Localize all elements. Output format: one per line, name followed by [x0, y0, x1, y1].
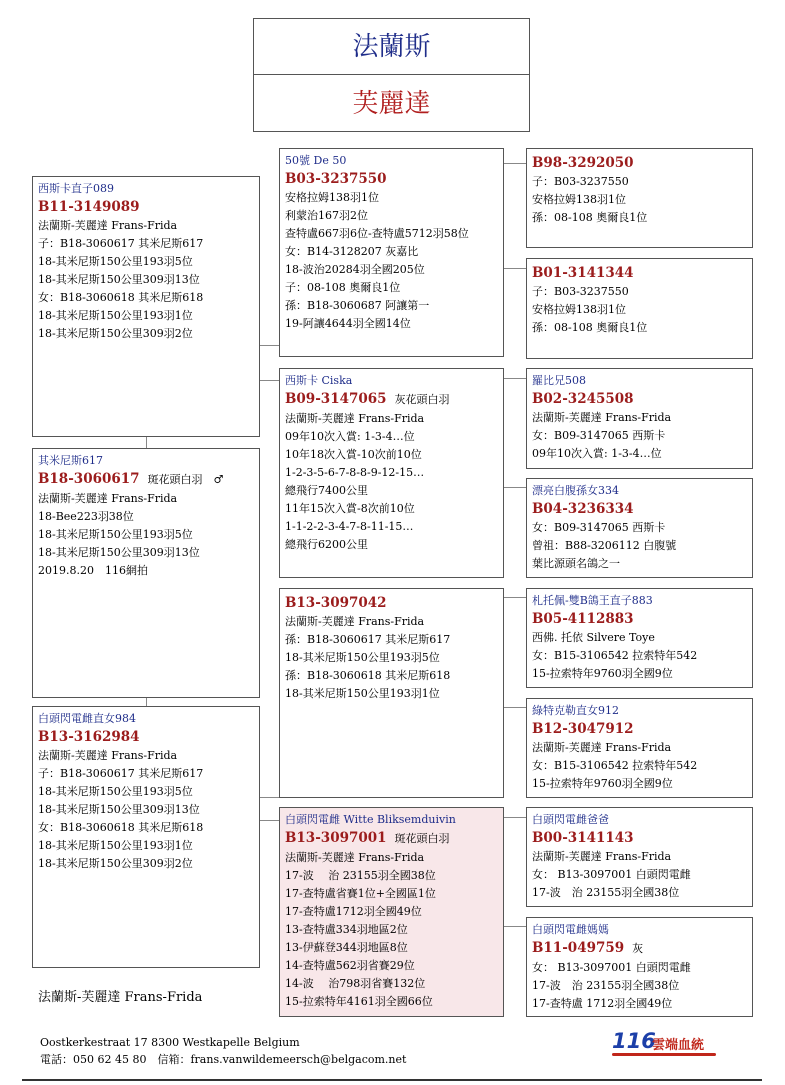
pedigree-detail-line: 子：B03-3237550 — [532, 175, 629, 188]
pigeon-name: 羅比兄508 — [532, 374, 586, 387]
pedigree-detail-line: 查特盧667羽6位-查特盧5712羽58位 — [285, 227, 469, 240]
ring-number — [285, 593, 498, 613]
logo-swoosh — [612, 1053, 716, 1056]
pedigree-detail-line: 17-波 治 23155羽全國38位 — [532, 886, 680, 899]
pedigree-detail-line: 女：B18-3060618 其米尼斯618 — [38, 291, 204, 304]
ring-number — [532, 499, 747, 519]
contact-line: 電話：050 62 45 80 信箱：frans.vanwildemeersch@belgacom.net — [40, 1053, 407, 1066]
pedigree-box-dam-sire — [279, 588, 504, 798]
ring-number-text: B04-3236334 — [532, 501, 634, 517]
ring-number — [38, 197, 254, 217]
pedigree-detail-line: 17-波 治 23155羽全國38位 — [285, 869, 436, 882]
connector-line — [260, 797, 280, 798]
pigeon-name: 其米尼斯617 — [38, 454, 103, 467]
pedigree-detail-line: 1-2-3-5-6-7-8-8-9-12-15… — [285, 466, 425, 479]
pedigree-detail-line: 17-查特盧1712羽全國49位 — [285, 905, 422, 918]
pedigree-detail-line: 法蘭斯-芙麗達 Frans-Frida — [38, 219, 178, 232]
connector-line — [504, 817, 526, 818]
pedigree-box-sire-sire — [279, 148, 504, 357]
pigeon-name: 白頭閃電雌直女984 — [38, 712, 136, 725]
pedigree-box-subject — [32, 448, 260, 698]
pedigree-detail-line: 17-查特盧省賽1位+全國區1位 — [285, 887, 436, 900]
ring-number-text: B00-3141143 — [532, 830, 634, 846]
ring-number — [532, 719, 747, 739]
pedigree-detail-line: 孫：B18-3060687 阿讓第一 — [285, 299, 430, 312]
pedigree-detail-line: 安格拉姆138羽1位 — [532, 303, 626, 316]
pedigree-detail-line: 18-其米尼斯150公里193羽5位 — [38, 255, 193, 268]
pigeon-name: 50號 De 50 — [285, 154, 347, 167]
pedigree-box-ds-dam — [526, 698, 753, 798]
color-description: 斑花頭白羽 ♂ — [147, 473, 224, 486]
ring-number — [532, 828, 747, 848]
color-description: 灰花頭白羽 — [394, 393, 450, 406]
pedigree-detail-line: 子：B18-3060617 其米尼斯617 — [38, 767, 204, 780]
pedigree-detail-line: 女：B14-3128207 灰嘉比 — [285, 245, 419, 258]
pedigree-detail-line: 18-其米尼斯150公里309羽13位 — [38, 803, 200, 816]
pedigree-detail-line: 女：B09-3147065 西斯卡 — [532, 521, 666, 534]
pedigree-detail-line: 子：08-108 奧爾良1位 — [285, 281, 401, 294]
pedigree-detail-line: 總飛行6200公里 — [285, 538, 368, 551]
connector-line — [504, 378, 526, 379]
pigeon-name: 西斯卡 Ciska — [285, 374, 353, 387]
ring-number — [532, 153, 747, 173]
pedigree-detail-line: 總飛行7400公里 — [285, 484, 368, 497]
connector-line — [504, 268, 526, 269]
pedigree-box-sd-dam — [526, 478, 753, 578]
ring-number-text: B11-3149089 — [38, 199, 140, 215]
pedigree-detail-line: 女： B13-3097001 白頭閃電雌 — [532, 868, 691, 881]
ring-number — [38, 727, 254, 747]
pedigree-detail-line: 14-查特盧562羽省賽29位 — [285, 959, 415, 972]
pigeon-name: 札托佩-雙B鴿王直子883 — [532, 594, 653, 607]
color-description: 灰 — [632, 942, 644, 955]
pedigree-detail-line: 孫：08-108 奧爾良1位 — [532, 321, 648, 334]
ring-number-text: B13-3162984 — [38, 729, 140, 745]
pedigree-detail-line: 13-查特盧334羽地區2位 — [285, 923, 408, 936]
pedigree-detail-line: 19-阿讓4644羽全國14位 — [285, 317, 411, 330]
pedigree-detail-line: 17-波 治 23155羽全國38位 — [532, 979, 680, 992]
pedigree-detail-line: 法蘭斯-芙麗達 Frans-Frida — [285, 412, 425, 425]
connector-line — [260, 345, 280, 346]
connector-line — [504, 597, 526, 598]
address-line: Oostkerkestraat 17 8300 Westkapelle Belgium — [40, 1036, 300, 1049]
ring-number — [285, 389, 498, 410]
pedigree-detail-line: 18-Bee223羽38位 — [38, 510, 134, 523]
pedigree-detail-line: 子：B03-3237550 — [532, 285, 629, 298]
logo-number: 116 — [612, 1029, 656, 1053]
pigeon-name: 白頭閃電雌爸爸 — [532, 813, 609, 826]
pedigree-detail-line: 孫：B18-3060617 其米尼斯617 — [285, 633, 451, 646]
ring-number-text: B13-3097042 — [285, 595, 387, 611]
pedigree-detail-line: 18-其米尼斯150公里193羽5位 — [285, 651, 440, 664]
pedigree-detail-line: 女：B18-3060618 其米尼斯618 — [38, 821, 204, 834]
pedigree-detail-line: 1-1-2-2-3-4-7-8-11-15… — [285, 520, 414, 533]
pedigree-detail-line: 法蘭斯-芙麗達 Frans-Frida — [285, 851, 425, 864]
pedigree-detail-line: 17-查特盧 1712羽全國49位 — [532, 997, 673, 1010]
pedigree-detail-line: 18-其米尼斯150公里193羽5位 — [38, 528, 193, 541]
pedigree-detail-line: 安格拉姆138羽1位 — [285, 191, 379, 204]
pedigree-detail-line: 法蘭斯-芙麗達 Frans-Frida — [285, 615, 425, 628]
pedigree-detail-line: 10年18次入賞-10次前10位 — [285, 448, 422, 461]
pedigree-detail-line: 安格拉姆138羽1位 — [532, 193, 626, 206]
pedigree-detail-line: 法蘭斯-芙麗達 Frans-Frida — [532, 741, 672, 754]
pigeon-name: 白頭閃電雌 Witte Bliksemduivin — [285, 813, 456, 826]
pedigree-detail-line: 女：B15-3106542 拉索特年542 — [532, 649, 698, 662]
pedigree-detail-line: 18-其米尼斯150公里193羽1位 — [38, 839, 193, 852]
pedigree-box-sire-dam — [279, 368, 504, 578]
pedigree-box-sd-sire — [526, 368, 753, 469]
ring-number — [38, 469, 254, 490]
pedigree-box-dam-dam — [279, 807, 504, 1017]
ring-number-text: B05-4112883 — [532, 611, 634, 627]
ring-number — [532, 609, 747, 629]
ring-number — [532, 938, 747, 959]
pedigree-detail-line: 15-拉索特年9760羽全國9位 — [532, 777, 673, 790]
pigeon-name: 綠特克勒直女912 — [532, 704, 619, 717]
pedigree-detail-line: 利蒙治167羽2位 — [285, 209, 368, 222]
pedigree-detail-line: 18-其米尼斯150公里193羽1位 — [285, 687, 440, 700]
pigeon-name: 漂亮白腹孫女334 — [532, 484, 619, 497]
pedigree-detail-line: 15-拉索特年4161羽全國66位 — [285, 995, 433, 1008]
ring-number-text: B03-3237550 — [285, 171, 387, 187]
pedigree-detail-line: 女：B15-3106542 拉索特年542 — [532, 759, 698, 772]
ring-number-text: B02-3245508 — [532, 391, 634, 407]
header-name-1: 法蘭斯 — [253, 18, 530, 75]
brand-logo — [612, 1029, 722, 1061]
pedigree-detail-line: 孫：08-108 奧爾良1位 — [532, 211, 648, 224]
pedigree-detail-line: 女：B09-3147065 西斯卡 — [532, 429, 666, 442]
pigeon-name: 西斯卡直子089 — [38, 182, 114, 195]
pedigree-detail-line: 法蘭斯-芙麗達 Frans-Frida — [532, 850, 672, 863]
pedigree-detail-line: 18-其米尼斯150公里309羽2位 — [38, 857, 193, 870]
pedigree-detail-line: 14-波 治798羽省賽132位 — [285, 977, 426, 990]
pedigree-detail-line: 葉比源頭名鴿之一 — [532, 557, 620, 570]
ring-number — [532, 263, 747, 283]
connector-line — [504, 926, 526, 927]
pedigree-box-dam — [32, 706, 260, 968]
ring-number-text: B11-049759 — [532, 940, 625, 956]
pedigree-detail-line: 女： B13-3097001 白頭閃電雌 — [532, 961, 691, 974]
pedigree-detail-line: 曾祖：B88-3206112 白腹號 — [532, 539, 677, 552]
pedigree-detail-line: 西佛. 托依 Silvere Toye — [532, 631, 655, 644]
pedigree-box-dd-dam — [526, 917, 753, 1017]
pedigree-box-dd-sire — [526, 807, 753, 907]
pedigree-box-ds-sire — [526, 588, 753, 688]
ring-number — [285, 828, 498, 849]
pedigree-box-ss-sire — [526, 148, 753, 248]
header-name-2: 芙麗達 — [253, 74, 530, 132]
pedigree-detail-line: 法蘭斯-芙麗達 Frans-Frida — [532, 411, 672, 424]
owner-name: 法蘭斯-芙麗達 Frans-Frida — [38, 990, 203, 1005]
ring-number-text: B18-3060617 — [38, 471, 140, 487]
ring-number — [285, 169, 498, 189]
pedigree-detail-line: 子：B18-3060617 其米尼斯617 — [38, 237, 204, 250]
pedigree-detail-line: 18-波治20284羽全國205位 — [285, 263, 425, 276]
pedigree-box-sire — [32, 176, 260, 437]
pedigree-detail-line: 09年10次入賞: 1-3-4…位 — [285, 430, 415, 443]
bottom-divider — [22, 1079, 762, 1081]
pedigree-detail-line: 18-其米尼斯150公里309羽2位 — [38, 327, 193, 340]
pedigree-detail-line: 孫：B18-3060618 其米尼斯618 — [285, 669, 451, 682]
pedigree-detail-line: 18-其米尼斯150公里309羽13位 — [38, 546, 200, 559]
logo-text: 雲端血統 — [652, 1038, 705, 1053]
ring-number-text: B98-3292050 — [532, 155, 634, 171]
pedigree-detail-line: 09年10次入賞: 1-3-4…位 — [532, 447, 662, 460]
connector-line — [504, 487, 526, 488]
pedigree-detail-line: 法蘭斯-芙麗達 Frans-Frida — [38, 749, 178, 762]
pedigree-detail-line: 11年15次入賞-8次前10位 — [285, 502, 415, 515]
connector-line — [504, 707, 526, 708]
pedigree-detail-line: 18-其米尼斯150公里309羽13位 — [38, 273, 200, 286]
pedigree-detail-line: 15-拉索特年9760羽全國9位 — [532, 667, 673, 680]
ring-number-text: B12-3047912 — [532, 721, 634, 737]
pedigree-detail-line: 18-其米尼斯150公里193羽1位 — [38, 309, 193, 322]
color-description: 斑花頭白羽 — [394, 832, 450, 845]
address-block — [40, 1034, 406, 1068]
pigeon-name: 白頭閃電雌媽媽 — [532, 923, 609, 936]
pedigree-detail-line: 法蘭斯-芙麗達 Frans-Frida — [38, 492, 178, 505]
pedigree-detail-line: 2019.8.20 116網拍 — [38, 564, 148, 577]
connector-line — [504, 163, 526, 164]
ring-number — [532, 389, 747, 409]
ring-number-text: B13-3097001 — [285, 830, 387, 846]
pedigree-detail-line: 13-伊蘇登344羽地區8位 — [285, 941, 408, 954]
pedigree-detail-line: 18-其米尼斯150公里193羽5位 — [38, 785, 193, 798]
connector-line — [260, 820, 280, 821]
pedigree-box-ss-dam — [526, 258, 753, 359]
ring-number-text: B01-3141344 — [532, 265, 634, 281]
connector-line — [260, 380, 280, 381]
ring-number-text: B09-3147065 — [285, 391, 387, 407]
